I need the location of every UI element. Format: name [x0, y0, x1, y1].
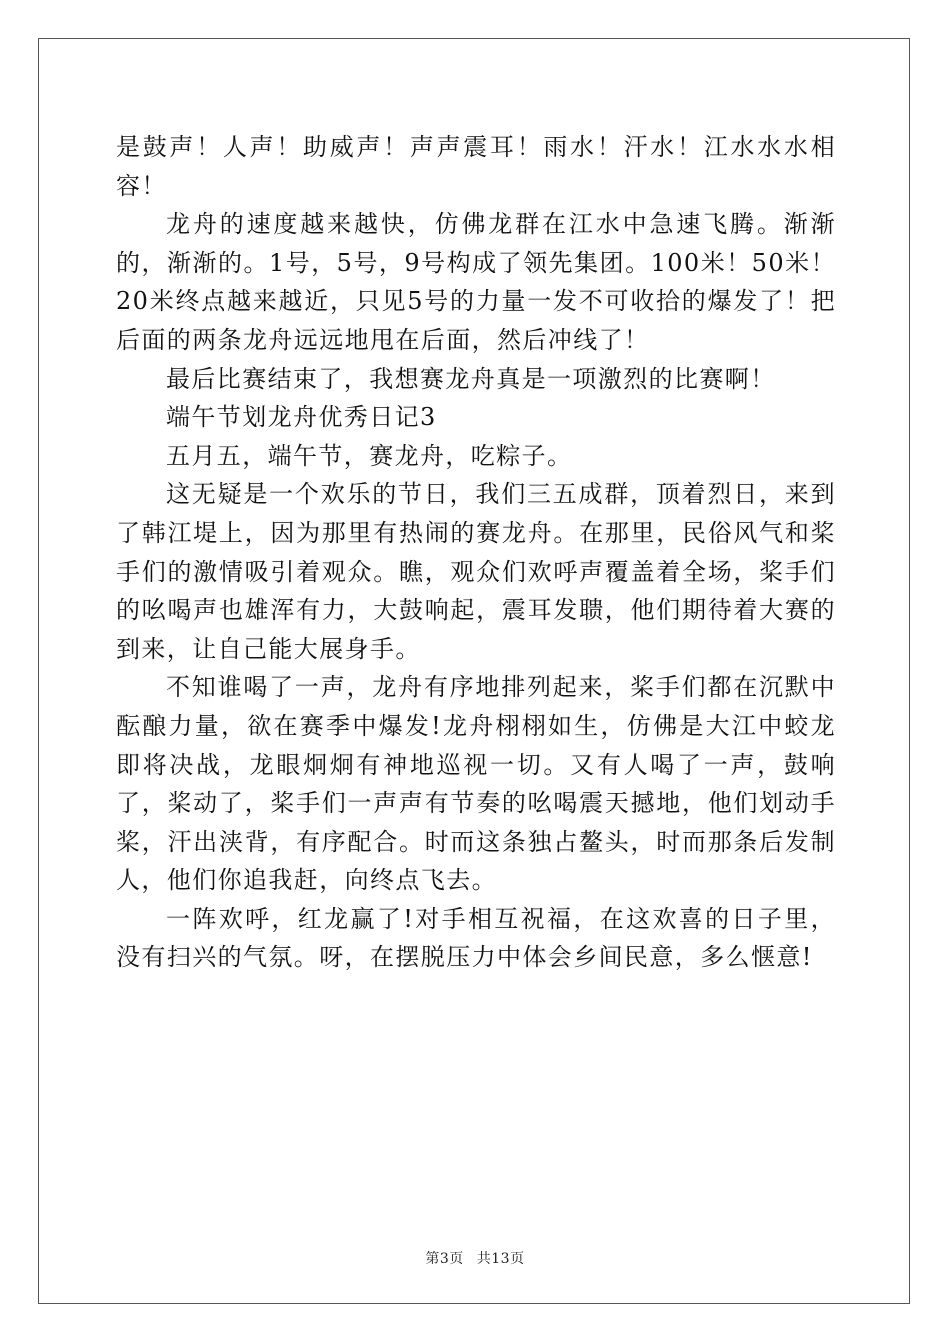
- paragraph: 一阵欢呼，红龙赢了!对手相互祝福，在这欢喜的日子里，没有扫兴的气氛。呀，在摆脱压力中体会乡间民意，多么惬意!: [116, 904, 836, 972]
- paragraph: 这无疑是一个欢乐的节日，我们三五成群，顶着烈日，来到了韩江堤上，因为那里有热闹的赛龙舟。在那里，民俗风气和桨手们的激情吸引着观众。瞧，观众们欢呼声覆盖着全场，桨手们的吆喝声也雄浑有力，大鼓响起，震耳发聩，他们期待着大赛的到来，让自己能大展身手。: [116, 480, 836, 663]
- paragraph: 五月五，端午节，赛龙舟，吃粽子。: [166, 441, 573, 470]
- paragraph: 是鼓声！人声！助威声！声声震耳！雨水！汗水！江水水水相容！: [116, 133, 836, 200]
- page-number: 第3页: [425, 1251, 464, 1267]
- page-total: 共13页: [476, 1251, 525, 1267]
- paragraph: 龙舟的速度越来越快，仿佛龙群在江水中急速飞腾。渐渐的，渐渐的。1号，5号，9号构成了领先集团。100米！50米！20米终点越来越近，只见5号的力量一发不可收拾的爆发了！把后面的两条龙舟远远地甩在后面，然后冲线了！: [116, 210, 836, 354]
- document-body: [116, 128, 836, 977]
- page-footer: [0, 1248, 950, 1268]
- paragraph: 不知谁喝了一声，龙舟有序地排列起来，桨手们都在沉默中酝酿力量，欲在赛季中爆发!龙舟栩栩如生，仿佛是大江中蛟龙即将决战，龙眼炯炯有神地巡视一切。又有人喝了一声，鼓响了，桨动了，桨手们一声声有节奏的吆喝震天撼地，他们划动手桨，汗出浃背，有序配合。时而这条独占鳌头，时而那条后发制人，他们你追我赶，向终点飞去。: [116, 673, 836, 895]
- section-heading: 端午节划龙舟优秀日记3: [166, 403, 437, 432]
- paragraph: 最后比赛结束了，我想赛龙舟真是一项激烈的比赛啊！: [166, 364, 776, 393]
